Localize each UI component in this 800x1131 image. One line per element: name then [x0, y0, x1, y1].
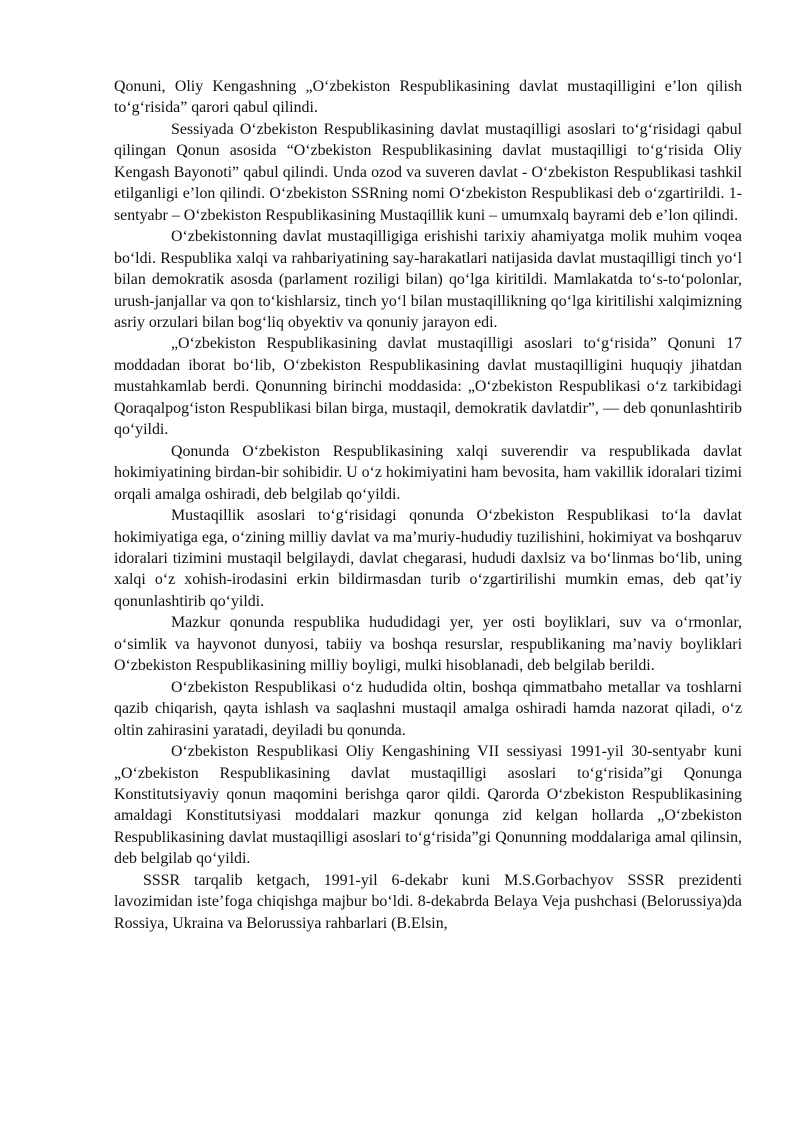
- paragraph-4: „O‘zbekiston Respublikasining davlat mustaqilligi asoslari to‘g‘risida” Qonuni 17 moddadan iborat bo‘lib, O‘zbekiston Respublikasining davlat mustaqilligini huquqiy jihatdan mustahkamlab berdi. Qonunning birinchi moddasida: „O‘zbekiston Respublikasi o‘z tarkibidagi Qoraqalpog‘iston Respublikasi bilan birga, mustaqil, demokratik davlatdir”, — deb qonunlashtirib qo‘yildi.: [114, 335, 742, 439]
- paragraph-10: SSSR tarqalib ketgach, 1991-yil 6-dekabr kuni M.S.Gorbachyov SSSR prezidenti lavozimidan iste’foga chiqishga majbur bo‘ldi. 8-dekabrda Belaya Veja pushchasi (Belorussiya)da Rossiya, Ukraina va Belorussiya rahbarlari (B.Elsin,: [114, 871, 742, 932]
- paragraph-2: Sessiyada O‘zbekiston Respublikasining davlat mustaqilligi asoslari to‘g‘risidagi qabul qilingan Qonun asosida “O‘zbekiston Respublikasining davlat mustaqilligi to‘g‘risida Oliy Kengash Bayonoti” qabul qilindi. Unda ozod va suveren davlat - O‘zbekiston Respublikasi tashkil etilganligi e’lon qilindi. O‘zbekiston SSRning nomi O‘zbekiston Respublikasi deb o‘zgartirildi. 1-sentyabr – O‘zbekiston Respublikasining Mustaqillik kuni – umumxalq bayrami deb e’lon qilindi.: [114, 120, 742, 224]
- paragraph-6: Mustaqillik asoslari to‘g‘risidagi qonunda O‘zbekiston Respublikasi to‘la davlat hokimiyatiga ega, o‘zining milliy davlat va ma’muriy-hududiy tuzilishini, hokimiyat va boshqaruv idoralari tizimini mustaqil belgilaydi, davlat chegarasi, hududi daxlsiz va bo‘linmas bo‘lib, uning xalqi o‘z xohish-irodasini erkin bildirmasdan turib o‘zgartirilishi mumkin emas, deb qat’iy qonunlashtirib qo‘yildi.: [114, 507, 742, 610]
- paragraph-9: O‘zbekiston Respublikasi Oliy Kengashining VII sessiyasi 1991-yil 30-sentyabr kuni „O‘zbekiston Respublikasining davlat mustaqilligi asoslari to‘g‘risida”gi Qonunga Konstitutsiyaviy qonun maqomini berishga qaror qildi. Qarorda O‘zbekiston Respublikasining amaldagi Konstitutsiyasi moddalari mazkur qonunga zid kelgan hollarda „O‘zbekiston Respublikasining davlat mustaqilligi asoslari to‘g‘risida”gi Qonunning moddalariga amal qilinsin, deb belgilab qo‘yildi.: [114, 743, 742, 868]
- paragraph-8: O‘zbekiston Respublikasi o‘z hududida oltin, boshqa qimmatbaho metallar va toshlarni qazib chiqarish, qayta ishlash va saqlashni mustaqil amalga oshiradi hamda nazorat qiladi, o‘z oltin zahirasini yaratadi, deyiladi bu qonunda.: [114, 678, 742, 739]
- document-page: [114, 76, 742, 934]
- paragraph-1: Qonuni, Oliy Kengashning „O‘zbekiston Respublikasining davlat mustaqilligini e’lon qilish to‘g‘risida” qarori qabul qilindi.: [114, 78, 742, 117]
- paragraph-3: O‘zbekistonning davlat mustaqilligiga erishishi tarixiy ahamiyatga molik muhim voqea bo‘ldi. Respublika xalqi va rahbariyatining say-harakatlari natijasida davlat mustaqilligi tinch yo‘l bilan demokratik asosda (parlament roziligi bilan) qo‘lga kiritildi. Mamlakatda to‘s-to‘polonlar, urush-janjallar va qon to‘kishlarsiz, tinch yo‘l bilan mustaqillikning qo‘lga kiritilishi xalqimizning asriy orzulari bilan bog‘liq obyektiv va qonuniy jarayon edi.: [114, 228, 742, 331]
- paragraph-5: Qonunda O‘zbekiston Respublikasining xalqi suverendir va respublikada davlat hokimiyatining birdan-bir sohibidir. U o‘z hokimiyatini ham bevosita, ham vakillik idoralari tizimi orqali amalga oshiradi, deb belgilab qo‘yildi.: [114, 442, 743, 503]
- paragraph-7: Mazkur qonunda respublika hududidagi yer, yer osti boyliklari, suv va o‘rmonlar, o‘simlik va hayvonot dunyosi, tabiiy va boshqa resurslar, respublikaning ma’naviy boyliklari O‘zbekiston Respublikasining milliy boyligi, mulki hisoblanadi, deb belgilab berildi.: [114, 614, 742, 675]
